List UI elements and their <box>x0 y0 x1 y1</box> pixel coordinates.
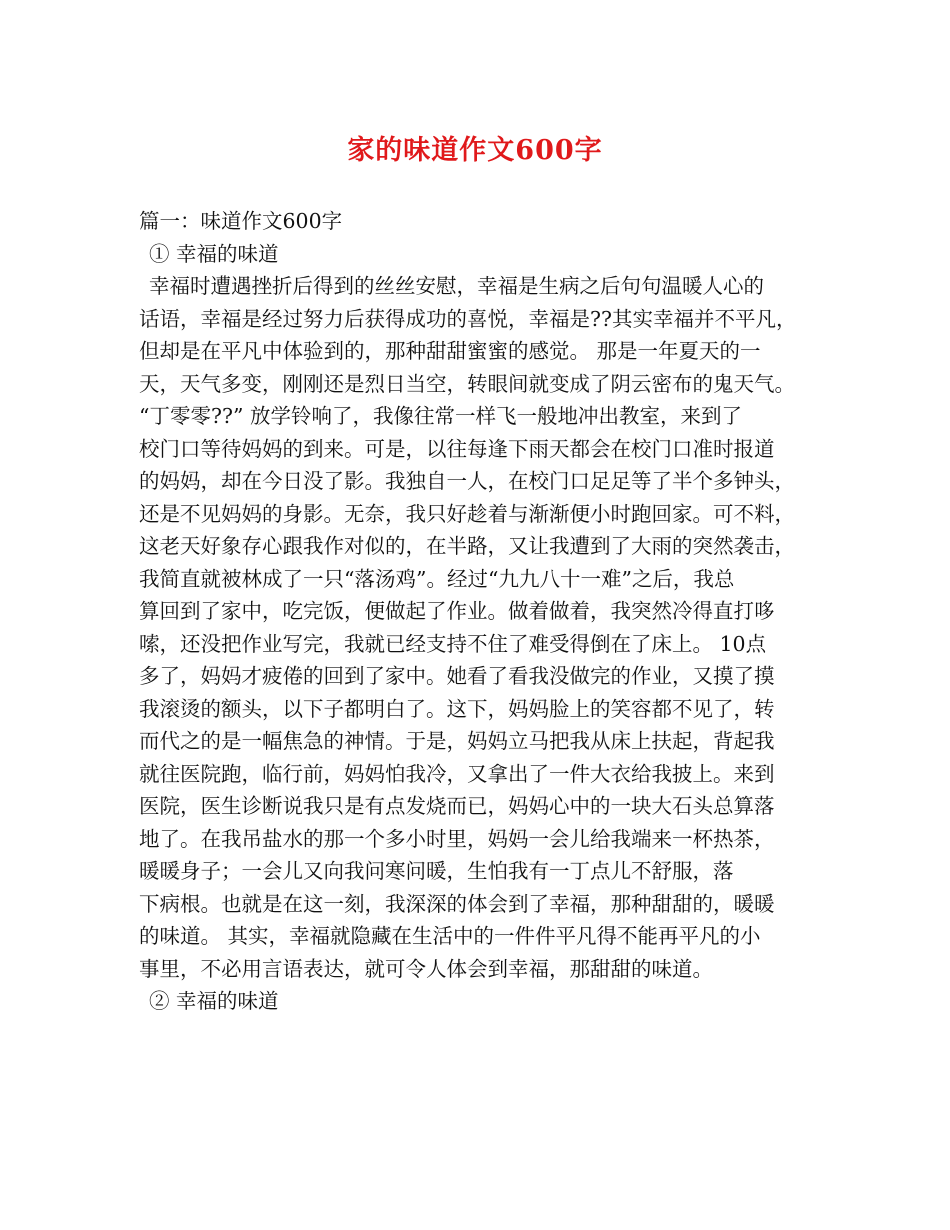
paragraph-line: 就往医院跑，临行前，妈妈怕我冷，又拿出了一件大衣给我披上。来到 <box>139 761 775 786</box>
paragraph-line: 暖暖身子；一会儿又向我问寒问暖，生怕我有一丁点儿不舒服，落 <box>139 859 734 883</box>
paragraph-line: 地了。在我吊盐水的那一个多小时里，妈妈一会儿给我端来一杯热茶， <box>139 826 775 851</box>
subsection-heading: ② 幸福的味道 <box>149 989 279 1013</box>
paragraph-line: 这老天好象存心跟我作对似的，在半路，又让我遭到了大雨的突然袭击， <box>139 534 795 558</box>
paragraph-line: 嗦，还没把作业写完，我就已经支持不住了难受得倒在了床上。 10点 <box>139 631 767 656</box>
paragraph-line: 而代之的是一幅焦急的神情。于是，妈妈立马把我从床上扶起，背起我 <box>139 729 775 753</box>
paragraph-line: 幸福时遭遇挫折后得到的丝丝安慰，幸福是生病之后句句温暖人心的 <box>149 274 764 298</box>
paragraph-line: 的味道。 其实，幸福就隐藏在生活中的一件件平凡得不能再平凡的小 <box>139 924 761 948</box>
paragraph-line: 还是不见妈妈的身影。无奈，我只好趁着与渐渐便小时跑回家。可不料， <box>139 501 795 526</box>
paragraph-line: 校门口等待妈妈的到来。可是，以往每逢下雨天都会在校门口准时报道 <box>139 436 775 461</box>
paragraph-line: 医院，医生诊断说我只是有点发烧而已，妈妈心中的一块大石头总算落 <box>139 794 775 818</box>
paragraph-line: 话语，幸福是经过努力后获得成功的喜悦，幸福是??其实幸福并不平凡， <box>139 306 797 331</box>
paragraph-line: “丁零零??” 放学铃响了，我像往常一样飞一般地冲出教室，来到了 <box>139 404 742 428</box>
paragraph-line: 下病根。也就是在这一刻，我深深的体会到了幸福，那种甜甜的，暖暖 <box>139 891 775 916</box>
paragraph-line: 天，天气多变，刚刚还是烈日当空，转眼间就变成了阴云密布的鬼天气。 <box>139 371 795 396</box>
paragraph-line: 我滚烫的额头，以下子都明白了。这下，妈妈脸上的笑容都不见了，转 <box>139 696 775 721</box>
subsection-heading: ① 幸福的味道 <box>149 241 279 266</box>
paragraph-line: 的妈妈，却在今日没了影。我独自一人，在校门口足足等了半个多钟头， <box>139 469 795 493</box>
section-heading: 篇一：味道作文600字 <box>139 209 343 233</box>
paragraph-line: 算回到了家中，吃完饭，便做起了作业。做着做着，我突然冷得直打哆 <box>139 599 775 623</box>
paragraph-line: 我简直就被林成了一只“落汤鸡”。经过“九九八十一难”之后，我总 <box>139 566 735 591</box>
document-body <box>139 205 829 1018</box>
paragraph-line: 但却是在平凡中体验到的，那种甜甜蜜蜜的感觉。 那是一年夏天的一 <box>139 339 761 363</box>
document-title: 家的味道作文600字 <box>347 135 603 166</box>
paragraph-line: 多了，妈妈才疲倦的回到了家中。她看了看我没做完的作业，又摸了摸 <box>139 664 775 688</box>
paragraph-line: 事里，不必用言语表达，就可令人体会到幸福，那甜甜的味道。 <box>139 956 713 981</box>
